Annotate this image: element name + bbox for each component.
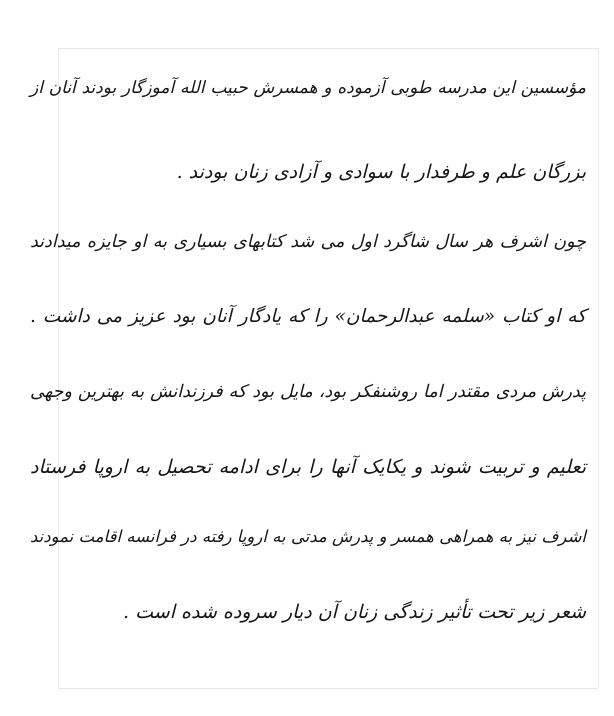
guide-rule — [58, 688, 598, 689]
guide-rule — [58, 48, 598, 49]
text-line-3: چون اشرف هر سال شاگرد اول می شد کتابهای بسیاری به او جایزه میدادند — [30, 232, 586, 252]
text-line-6: تعلیم و تربیت شوند و یکایک آنها را برای ادامه تحصیل به اروپا فرستاد — [30, 456, 586, 478]
text-line-8: شعر زیر تحت تأثیر زندگی زنان آن دیار سروده شده است . — [123, 601, 586, 623]
text-line-4: که او کتاب «سلمه عبدالرحمان» را که یادگار آنان بود عزیز می داشت . — [30, 306, 586, 327]
text-line-7: اشرف نیز به همراهی همسر و پدرش مدتی به اروپا رفته در فرانسه اقامت نمودند — [30, 527, 586, 546]
text-line-5: پدرش مردی مقتدر اما روشنفکر بود، مایل بود که فرزندانش به بهترین وجهی — [30, 382, 586, 402]
right-margin-rule — [598, 48, 599, 688]
text-line-1: مؤسسین این مدرسه طوبی آزموده و همسرش حبیب الله آموزگار بودند آنان از — [30, 78, 586, 98]
text-line-2: بزرگان علم و طرفدار با سوادی و آزادی زنان بودند . — [176, 161, 586, 183]
left-margin-rule — [58, 48, 59, 688]
